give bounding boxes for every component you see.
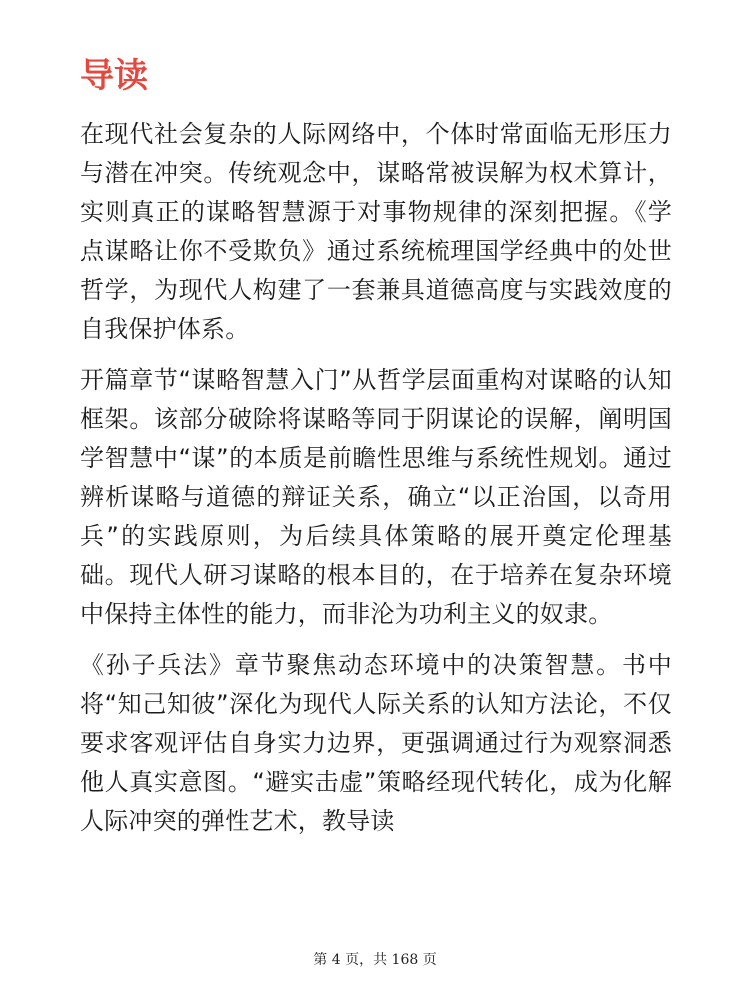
paragraph-2: 开篇章节“谋略智慧入门”从哲学层面重构对谋略的认知框架。该部分破除将谋略等同于阴谋论的误解，阐明国学智慧中“谋”的本质是前瞻性思维与系统性规划。通过辨析谋略与道德的辩证关系，确立“以正治国，以奇用兵”的实践原则，为后续具体策略的展开奠定伦理基础。现代人研习谋略的根本目的，在于培养在复杂环境中保持主体性的能力，而非沦为功利主义的奴隶。 bbox=[80, 366, 672, 628]
paragraph-1: 在现代社会复杂的人际网络中，个体时常面临无形压力与潜在冲突。传统观念中，谋略常被误解为权术算计，实则真正的谋略智慧源于对事物规律的深刻把握。《学点谋略让你不受欺负》通过系统梳理国学经典中的处世哲学，为现代人构建了一套兼具道德高度与实践效度的自我保护体系。 bbox=[80, 120, 672, 343]
paragraph-3: 《孙子兵法》章节聚焦动态环境中的决策智慧。书中将“知己知彼”深化为现代人际关系的认知方法论，不仅要求客观评估自身实力边界，更强调通过行为观察洞悉他人真实意图。“避实击虚”策略经现代转化，成为化解人际冲突的弹性艺术，教导读 bbox=[80, 651, 672, 835]
page-number: 第 4 页，共 168 页 bbox=[313, 952, 437, 968]
body-text bbox=[80, 115, 672, 853]
section-title: 导读 bbox=[80, 56, 148, 96]
